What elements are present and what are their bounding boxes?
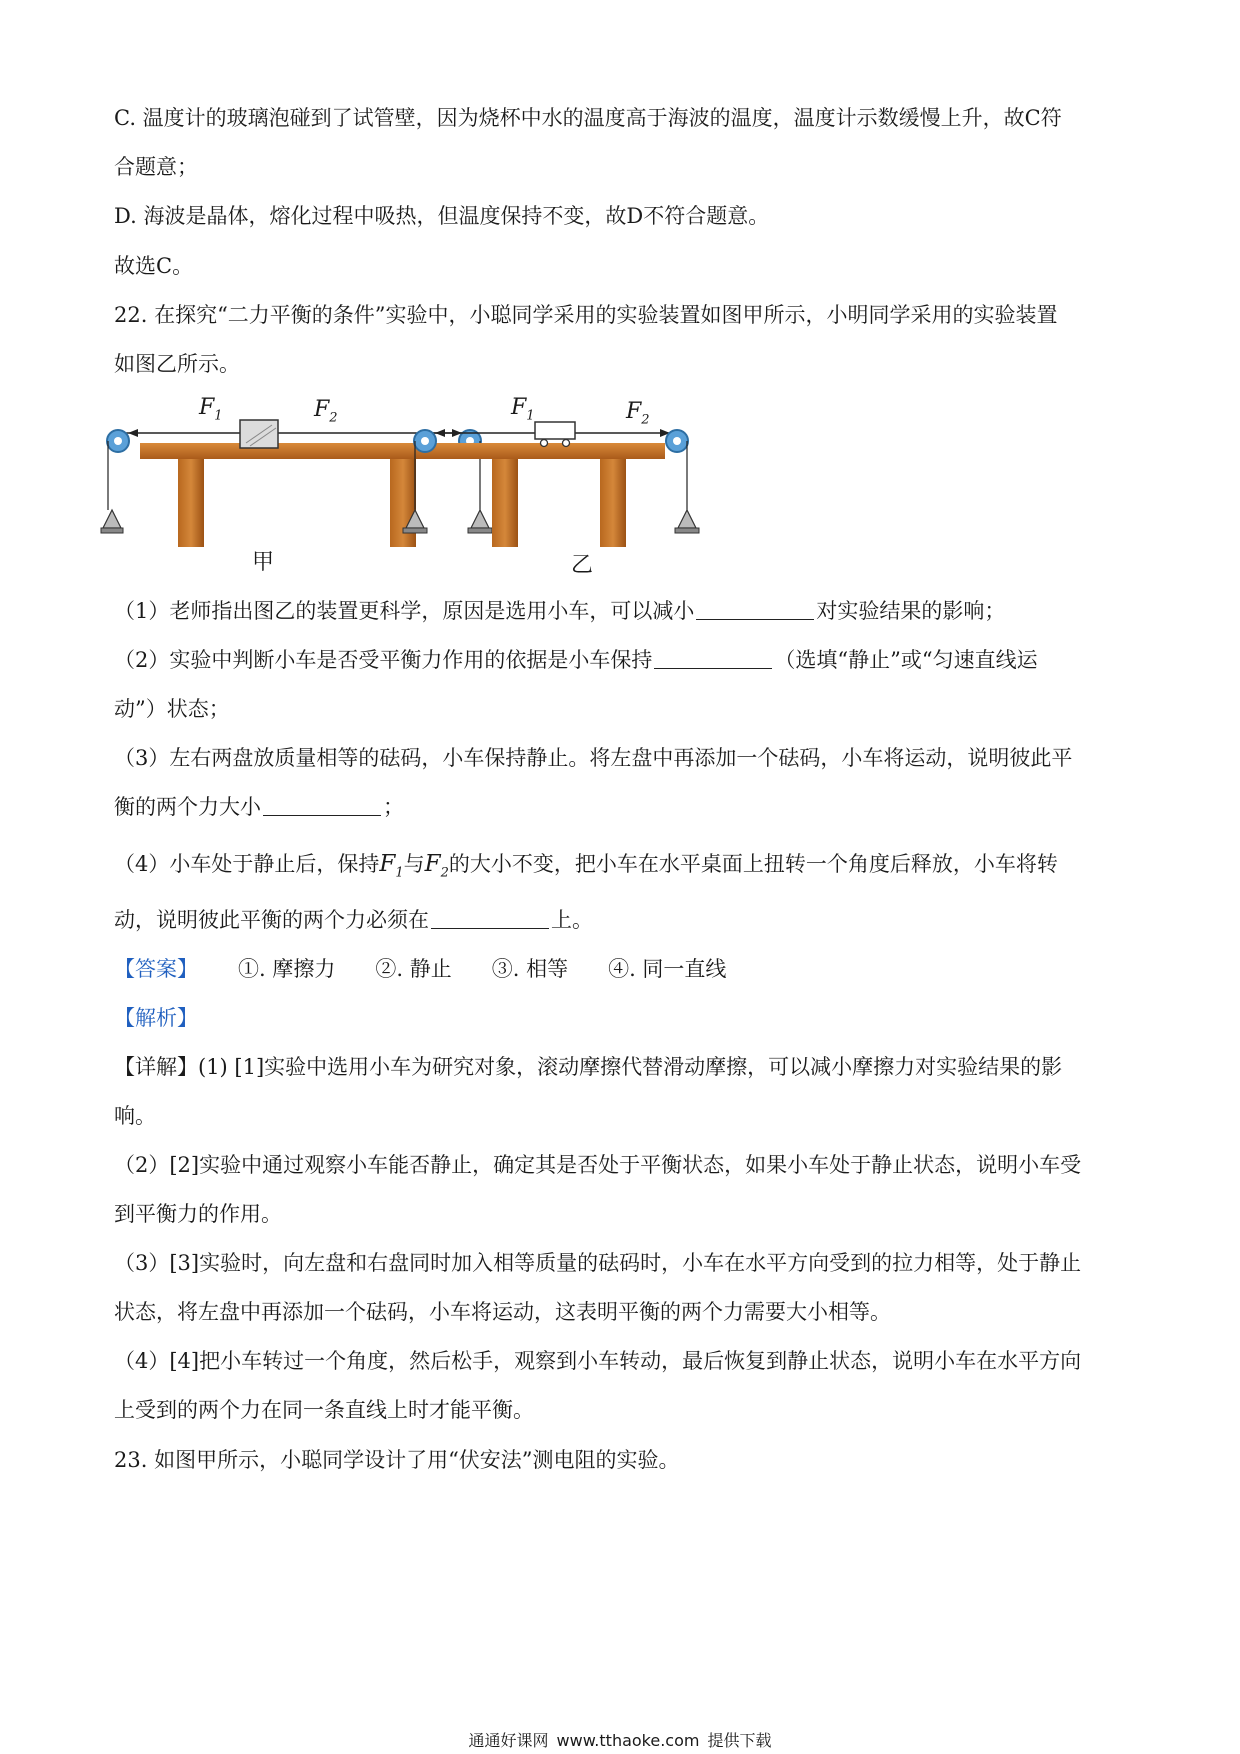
footer-tail: 提供下载	[707, 1731, 772, 1750]
choose-c-line: 故选C。	[114, 254, 194, 278]
arrow-left-yi	[435, 429, 445, 437]
question-22-line-1: 22. 在探究“二力平衡的条件”实验中，小聪同学采用的实验装置如图甲所示，小明同学采用的实验装置	[114, 303, 1058, 327]
option-c-line-1: C. 温度计的玻璃泡碰到了试管壁，因为烧杯中水的温度高于海波的温度，温度计示数缓慢上升，故C符	[114, 106, 1062, 130]
sub-question-4-line-1: （4）小车处于静止后，保持$F_1$与$F_2$的大小不变，把小车在水平桌面上扭转一个角度后释放，小车将转	[114, 851, 1058, 881]
weight-pan-right-yi	[678, 510, 696, 528]
weight-pan-right-jia	[471, 510, 489, 528]
table-leg-right-jia	[390, 459, 416, 547]
option-c-line-2: 合题意；	[114, 155, 198, 179]
force-label-f1-yi: $F_1$	[511, 395, 535, 424]
analysis-detail-2a: （2）[2]实验中通过观察小车能否静止，确定其是否处于平衡状态，如果小车处于静止状态，说明小车受	[114, 1153, 1082, 1177]
sub-question-2-line-1: （2）实验中判断小车是否受平衡力作用的依据是小车保持 （选填“静止”或“匀速直线运	[114, 648, 1038, 672]
force-label-f2-yi: $F_2$	[626, 399, 650, 428]
answer-blank-3[interactable]	[263, 793, 381, 816]
analysis-detail-4a: （4）[4]把小车转过一个角度，然后松手，观察到小车转动，最后恢复到静止状态，说明小车在水平方向	[114, 1349, 1082, 1373]
answer-item-2: ②. 静止	[375, 957, 452, 981]
footer-site: 通通好课网	[468, 1731, 549, 1750]
figure-label-jia: 甲	[252, 550, 275, 575]
answer-line	[114, 954, 726, 984]
option-d-line: D. 海波是晶体，熔化过程中吸热，但温度保持不变，故D不符合题意。	[114, 204, 770, 228]
footer-url[interactable]: www.tthaoke.com	[556, 1731, 700, 1750]
sub-question-3-line-2: 衡的两个力大小 ；	[114, 795, 404, 819]
analysis-detail-4b: 上受到的两个力在同一条直线上时才能平衡。	[114, 1398, 534, 1422]
table-top-jia	[140, 443, 450, 459]
table-leg-right-yi	[600, 459, 626, 547]
force-label-f1-jia: $F_1$	[199, 395, 223, 424]
figure-label-yi: 乙	[571, 553, 594, 578]
setup-yi	[403, 422, 699, 547]
answer-blank-2[interactable]	[654, 646, 772, 669]
answer-item-1: ①. 摩擦力	[238, 957, 336, 981]
table-top-yi	[450, 443, 665, 459]
analysis-detail-1b: 响。	[114, 1104, 156, 1128]
answer-label: 【答案】	[114, 957, 198, 981]
answer-blank-1[interactable]	[696, 597, 814, 620]
table-leg-left-jia	[178, 459, 204, 547]
question-23-line: 23. 如图甲所示，小聪同学设计了用“伏安法”测电阻的实验。	[114, 1448, 680, 1472]
analysis-detail-2b: 到平衡力的作用。	[114, 1202, 282, 1226]
analysis-label: 【解析】	[114, 1006, 198, 1030]
analysis-detail-3b: 状态，将左盘中再添加一个砝码，小车将运动，这表明平衡的两个力需要大小相等。	[114, 1300, 891, 1324]
answer-item-4: ④. 同一直线	[608, 957, 727, 981]
page-footer	[0, 1728, 1240, 1751]
analysis-detail-3a: （3）[3]实验时，向左盘和右盘同时加入相等质量的砝码时，小车在水平方向受到的拉力相等，处于静止	[114, 1251, 1082, 1275]
question-22-line-2: 如图乙所示。	[114, 352, 240, 376]
sub-question-1: （1）老师指出图乙的装置更科学，原因是选用小车，可以减小 对实验结果的影响；	[114, 599, 1006, 623]
sub-question-4-line-2: 动，说明彼此平衡的两个力必须在 上。	[114, 908, 593, 932]
force-label-f2-jia: $F_2$	[314, 397, 338, 426]
table-leg-left-yi	[492, 459, 518, 547]
analysis-detail-1a: 【详解】(1) [1]实验中选用小车为研究对象，滚动摩擦代替滑动摩擦，可以减小摩擦力对实验结果的影	[114, 1055, 1063, 1079]
weight-pan-left-jia	[103, 510, 121, 528]
answer-item-3: ③. 相等	[491, 957, 569, 981]
sub-question-3-line-1: （3）左右两盘放质量相等的砝码，小车保持静止。将左盘中再添加一个砝码，小车将运动，说明彼此平	[114, 746, 1073, 770]
experiment-figure	[100, 385, 750, 575]
answer-blank-4[interactable]	[431, 906, 549, 929]
sub-question-2-line-2: 动”）状态；	[114, 697, 230, 721]
small-cart-yi	[535, 422, 575, 439]
arrow-left-jia	[128, 429, 138, 437]
